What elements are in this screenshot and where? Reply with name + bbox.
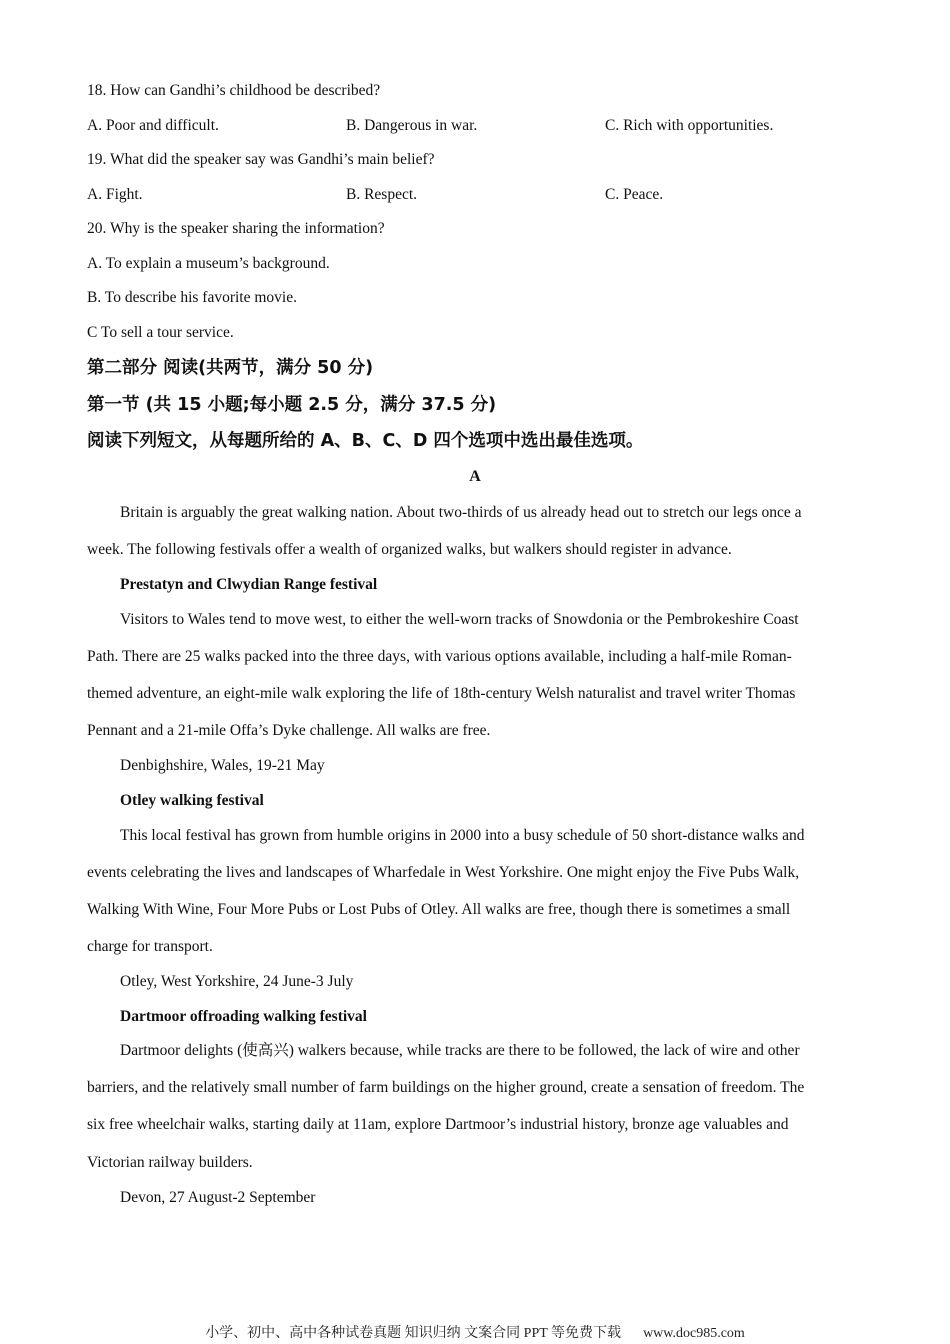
passage-label: A [469, 468, 481, 485]
question-18-option-c: C. Rich with opportunities. [605, 117, 774, 134]
question-19-option-c: C. Peace. [605, 186, 664, 203]
festival-location: Devon, 27 August-2 September [120, 1189, 316, 1206]
question-18-stem: 18. How can Gandhi’s childhood be described? [87, 82, 381, 99]
festival-text-line: Pennant and a 21-mile Offa’s Dyke challenge. All walks are free. [87, 722, 491, 739]
question-19-option-a: A. Fight. [87, 186, 143, 203]
festival-text-line: charge for transport. [87, 938, 213, 955]
passage-intro-line: week. The following festivals offer a wealth of organized walks, but walkers should register in advance. [87, 541, 732, 558]
page-footer [0, 1324, 950, 1344]
festival-text-line: Dartmoor delights (使高兴) walkers because, while tracks are there to be followed, the lack of wire and other [120, 1042, 800, 1059]
festival-text-line: This local festival has grown from humble origins in 2000 into a busy schedule of 50 short-distance walks and [120, 827, 805, 844]
festival-text-line: barriers, and the relatively small number of farm buildings on the higher ground, create a sensation of freedom. The [87, 1079, 805, 1096]
festival-text-line: Victorian railway builders. [87, 1154, 253, 1171]
festival-location: Denbighshire, Wales, 19-21 May [120, 757, 325, 774]
festival-text-line: themed adventure, an eight-mile walk exploring the life of 18th-century Welsh naturalist and travel writer Thomas [87, 685, 796, 702]
question-20-option-a: A. To explain a museum’s background. [87, 255, 330, 272]
festival-text-line: six free wheelchair walks, starting daily at 11am, explore Dartmoor’s industrial history, bronze age valuables and [87, 1116, 789, 1133]
question-19-stem: 19. What did the speaker say was Gandhi’s main belief? [87, 151, 435, 168]
question-20-option-c: C To sell a tour service. [87, 324, 234, 341]
festival-title: Otley walking festival [120, 792, 264, 809]
question-20-stem: 20. Why is the speaker sharing the information? [87, 220, 385, 237]
passage-intro-line: Britain is arguably the great walking nation. About two-thirds of us already head out to stretch our legs once a [120, 504, 802, 521]
question-19-option-b: B. Respect. [346, 186, 418, 203]
festival-title: Dartmoor offroading walking festival [120, 1008, 367, 1025]
footer-url[interactable]: www.doc985.com [643, 1326, 745, 1341]
sub-section-title: 第一节 (共 15 小题;每小题 2.5 分，满分 37.5 分) [87, 395, 497, 415]
question-20-option-b: B. To describe his favorite movie. [87, 289, 297, 306]
festival-text-line: Path. There are 25 walks packed into the three days, with various options available, including a half-mile Roman- [87, 648, 792, 665]
festival-title: Prestatyn and Clwydian Range festival [120, 576, 378, 593]
question-18-option-b: B. Dangerous in war. [346, 117, 478, 134]
footer-text: 小学、初中、高中各种试卷真题 知识归纳 文案合同 PPT 等免费下载 [205, 1326, 622, 1341]
festival-text-line: Visitors to Wales tend to move west, to either the well-worn tracks of Snowdonia or the Pembrokeshire Coast [120, 611, 799, 628]
part-title: 第二部分 阅读(共两节，满分 50 分) [87, 358, 374, 378]
question-18-option-a: A. Poor and difficult. [87, 117, 219, 134]
festival-location: Otley, West Yorkshire, 24 June-3 July [120, 973, 354, 990]
festival-text-line: Walking With Wine, Four More Pubs or Lost Pubs of Otley. All walks are free, though there is sometimes a small [87, 901, 791, 918]
festival-text-line: events celebrating the lives and landscapes of Wharfedale in West Yorkshire. One might enjoy the Five Pubs Walk, [87, 864, 800, 881]
reading-instruction: 阅读下列短文，从每题所给的 A、B、C、D 四个选项中选出最佳选项。 [87, 431, 644, 451]
